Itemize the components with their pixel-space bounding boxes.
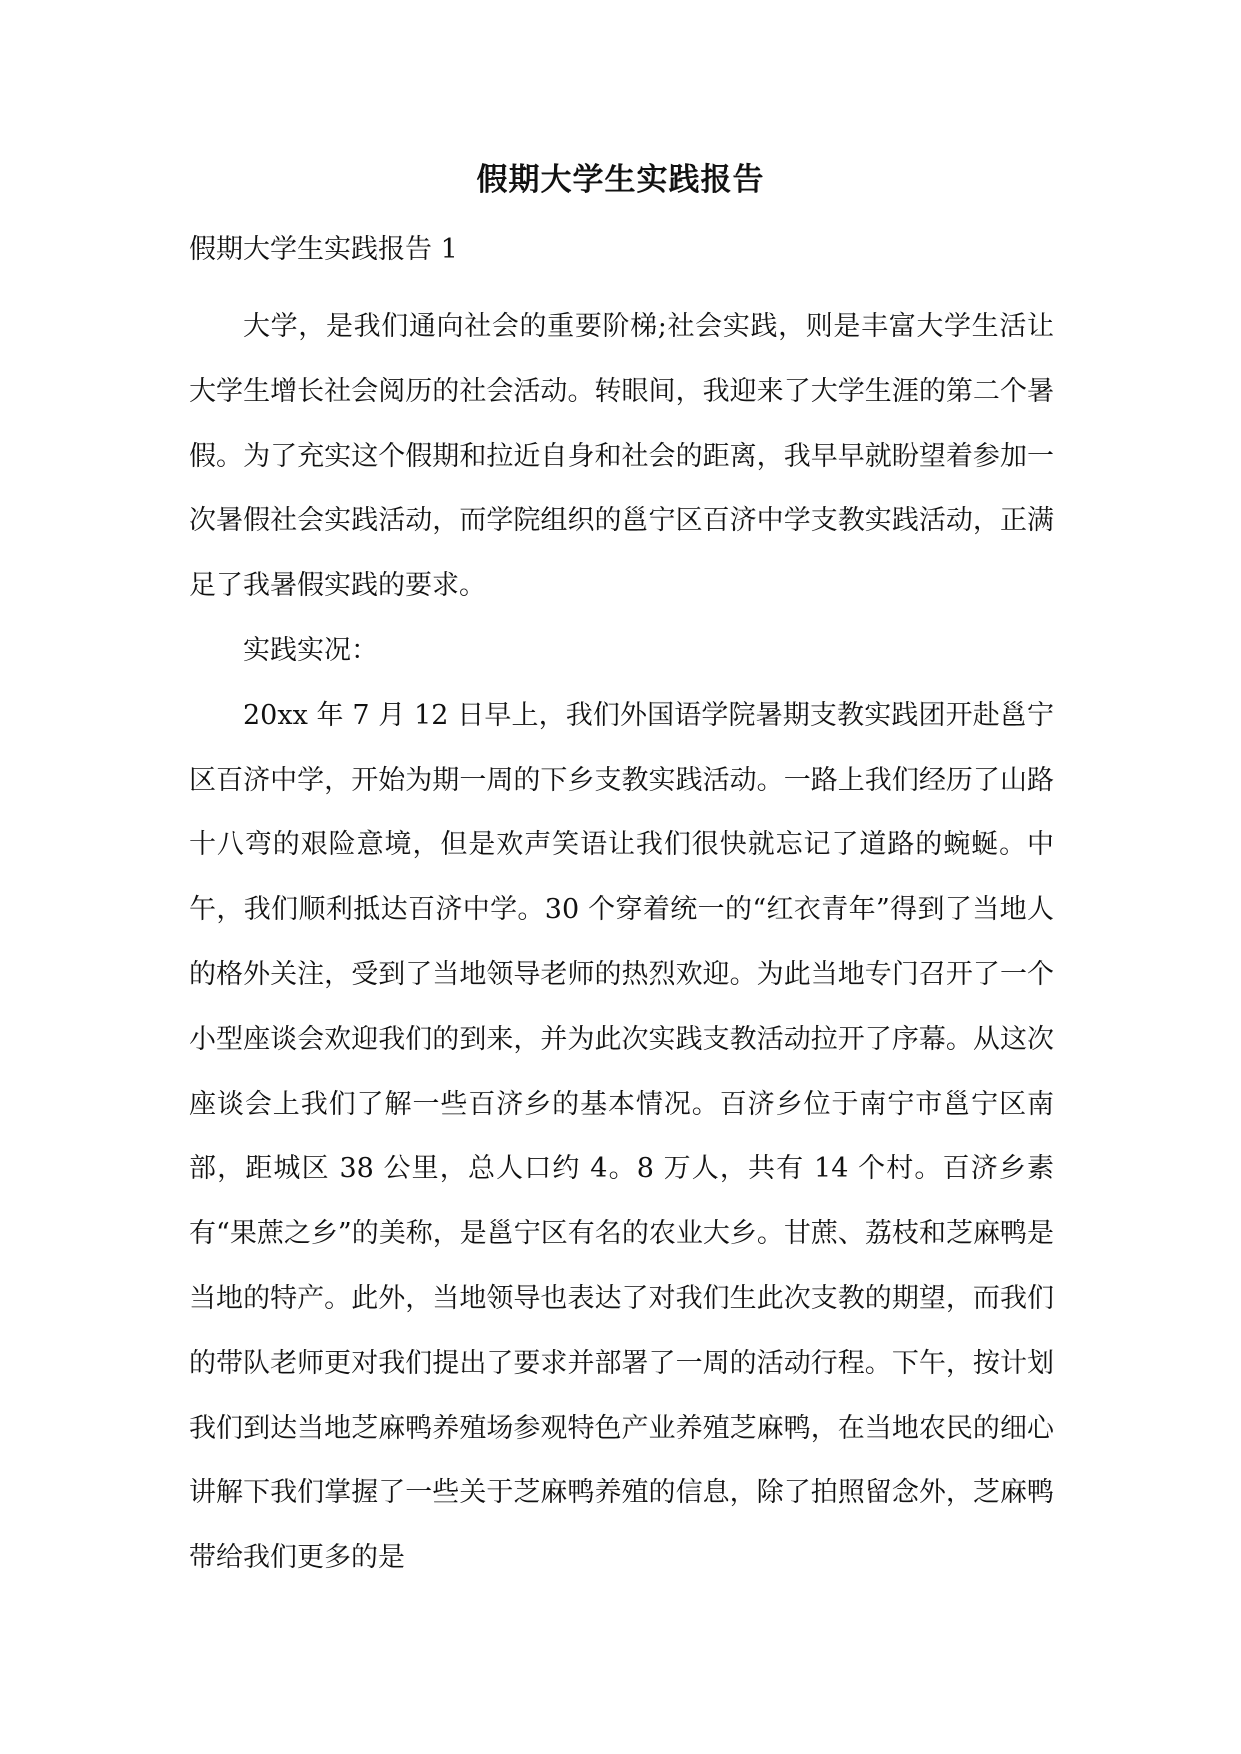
paragraph-practice-heading: 实践实况： <box>243 634 378 666</box>
paragraph-intro: 大学，是我们通向社会的重要阶梯;社会实践，则是丰富大学生活让大学生增长社会阅历的社会活动。转眼间，我迎来了大学生涯的第二个暑假。为了充实这个假期和拉近自身和社会的距离，我早早就盼望着参加一次暑假社会实践活动，而学院组织的邕宁区百济中学支教实践活动，正满足了我暑假实践的要求。 <box>189 311 1054 602</box>
paragraph-practice-details: 20xx 年 7 月 12 日早上，我们外国语学院暑期支教实践团开赴邕宁区百济中学，开始为期一周的下乡支教实践活动。一路上我们经历了山路十八弯的艰险意境，但是欢声笑语让我们很快就忘记了道路的蜿蜒。中午，我们顺利抵达百济中学。30 个穿着统一的“红衣青年”得到了当地人的格外关注，受到了当地领导老师的热烈欢迎。为此当地专门召开了一个小型座谈会欢迎我们的到来，并为此次实践支教活动拉开了序幕。从这次座谈会上我们了解一些百济乡的基本情况。百济乡位于南宁市邕宁区南部，距城区 38 公里，总人口约 4。8 万人，共有 14 个村。百济乡素有“果蔗之乡”的美称，是邕宁区有名的农业大乡。甘蔗、荔枝和芝麻鸭是当地的特产。此外，当地领导也表达了对我们生此次支教的期望，而我们的带队老师更对我们提出了要求并部署了一周的活动行程。下午，按计划我们到达当地芝麻鸭养殖场参观特色产业养殖芝麻鸭，在当地农民的细心讲解下我们掌握了一些关于芝麻鸭养殖的信息，除了拍照留念外，芝麻鸭带给我们更多的是 <box>189 699 1054 1574</box>
document-title: 假期大学生实践报告 <box>476 162 765 198</box>
section-heading: 假期大学生实践报告 1 <box>189 234 458 265</box>
document-body <box>189 295 1054 1591</box>
